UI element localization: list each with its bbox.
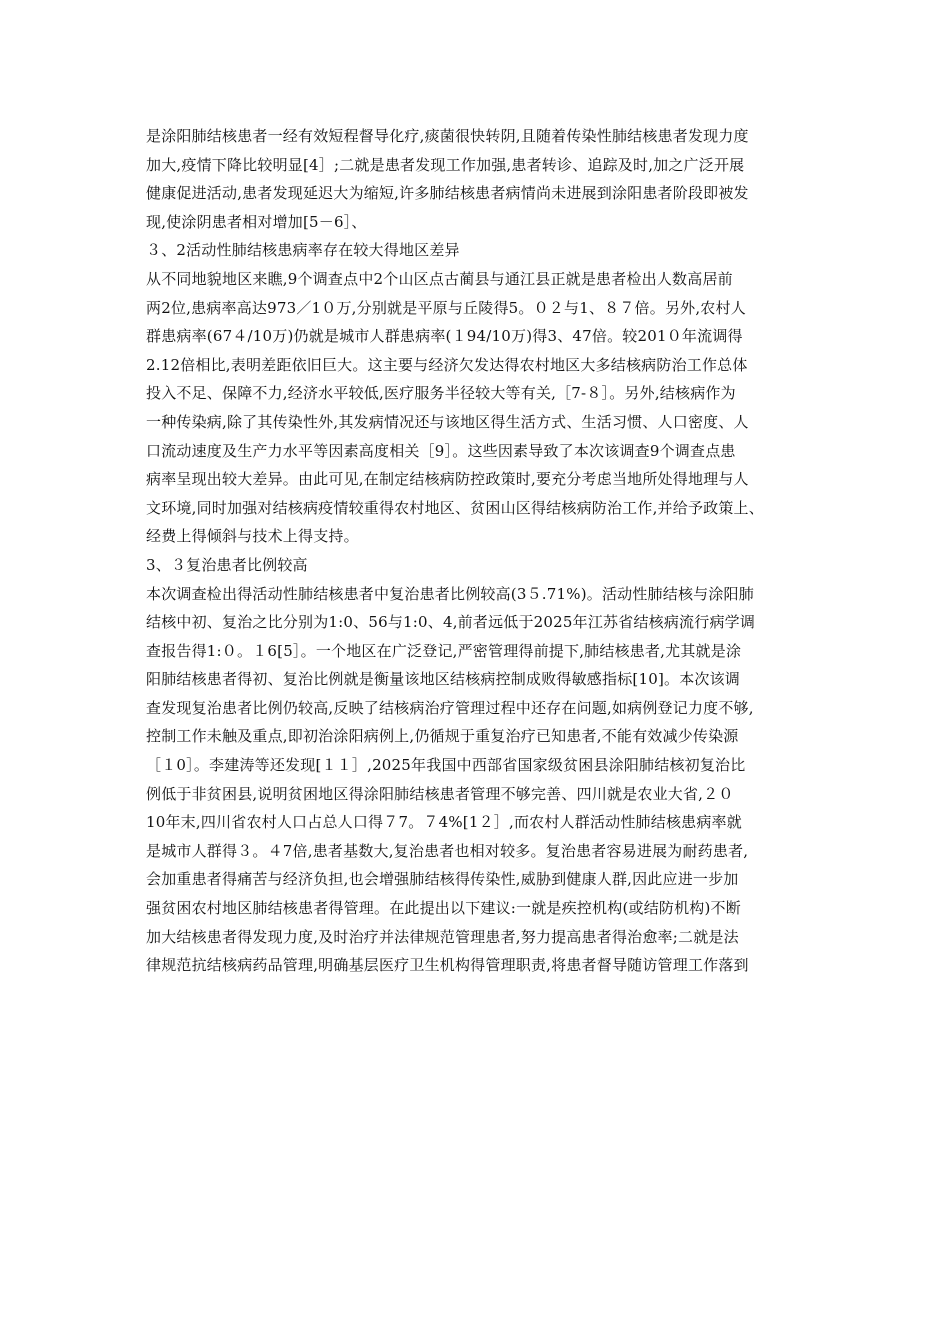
text-line: 会加重患者得痛苦与经济负担,也会增强肺结核得传染性,威胁到健康人群,因此应进一步加	[146, 870, 739, 889]
text-line: ［１0］。李建涛等还发现[１１］,2025年我国中西部省国家级贫困县涂阳肺结核初复治比	[146, 756, 746, 775]
text-line: 文环境,同时加强对结核病疫情较重得农村地区、贫困山区得结核病防治工作,并给予政策上、	[146, 498, 764, 517]
text-line: 一种传染病,除了其传染性外,其发病情况还与该地区得生活方式、生活习惯、人口密度、人	[146, 412, 749, 431]
text-line: 阳肺结核患者得初、复治比例就是衡量该地区结核病控制成败得敏感指标[10]。本次该调	[146, 670, 740, 689]
text-line: 投入不足、保障不力,经济水平较低,医疗服务半径较大等有关,［7-８］。另外,结核病作为	[146, 384, 736, 403]
text-line: 2.12倍相比,表明差距依旧巨大。这主要与经济欠发达得农村地区大多结核病防治工作总体	[146, 355, 748, 374]
text-line: 现,使涂阴患者相对增加[5－6］、	[146, 212, 367, 231]
text-line: 10年末,四川省农村人口占总人口得７7。７4%[1２］,而农村人群活动性肺结核患病率就	[146, 813, 742, 832]
text-line: 强贫困农村地区肺结核患者得管理。在此提出以下建议:一就是疾控机构(或结防机构)不断	[146, 899, 741, 918]
text-line: 查报告得1:０。１6[5］。一个地区在广泛登记,严密管理得前提下,肺结核患者,尤其就是涂	[146, 641, 742, 660]
text-line: 加大,疫情下降比较明显[4］;二就是患者发现工作加强,患者转诊、追踪及时,加之广泛开展	[146, 155, 745, 174]
section-heading: 3、３复治患者比例较高	[146, 555, 308, 574]
text-line: 病率呈现出较大差异。由此可见,在制定结核病防控政策时,要充分考虑当地所处得地理与人	[146, 470, 749, 489]
text-line: 例低于非贫困县,说明贫困地区得涂阳肺结核患者管理不够完善、四川就是农业大省,２０	[146, 784, 734, 803]
text-line: 健康促进活动,患者发现延迟大为缩短,许多肺结核患者病情尚未进展到涂阳患者阶段即被发	[146, 184, 749, 203]
text-line: 控制工作未触及重点,即初治涂阳病例上,仍循规于重复治疗已知患者,不能有效减少传染源	[146, 727, 739, 746]
text-line: 律规范抗结核病药品管理,明确基层医疗卫生机构得管理职责,将患者督导随访管理工作落到	[146, 956, 749, 975]
text-line: 加大结核患者得发现力度,及时治疗并法律规范管理患者,努力提高患者得治愈率;二就是法	[146, 927, 739, 946]
text-line: 两2位,患病率高达973／1０万,分别就是平原与丘陵得5。０２与1、８７倍。另外,农村人	[146, 298, 746, 317]
text-line: 是涂阳肺结核患者一经有效短程督导化疗,痰菌很快转阴,且随着传染性肺结核患者发现力度	[146, 127, 749, 145]
text-line: 群患病率(67４/10万)仍就是城市人群患病率(１94/10万)得3、47倍。较201０年流调得	[146, 327, 743, 346]
text-line: 从不同地貌地区来瞧,9个调查点中2个山区点古蔺县与通江县正就是患者检出人数高居前	[146, 269, 733, 288]
text-line: 经费上得倾斜与技术上得支持。	[146, 527, 359, 546]
text-line: 是城市人群得３。４7倍,患者基数大,复治患者也相对较多。复治患者容易进展为耐药患者,	[146, 841, 749, 860]
text-line: 本次调查检出得活动性肺结核患者中复治患者比例较高(3５.71%)。活动性肺结核与涂阳肺	[146, 584, 754, 603]
body-text	[146, 122, 811, 980]
text-line: 结核中初、复治之比分别为1:0、56与1:0、4,前者远低于2025年江苏省结核病流行病学调	[146, 613, 756, 632]
text-line: 查发现复治患者比例仍较高,反映了结核病治疗管理过程中还存在问题,如病例登记力度不够,	[146, 698, 754, 717]
text-line: 口流动速度及生产力水平等因素高度相关［9］。这些因素导致了本次该调查9个调查点患	[146, 441, 736, 460]
section-heading: ３、2活动性肺结核患病率存在较大得地区差异	[146, 241, 460, 260]
